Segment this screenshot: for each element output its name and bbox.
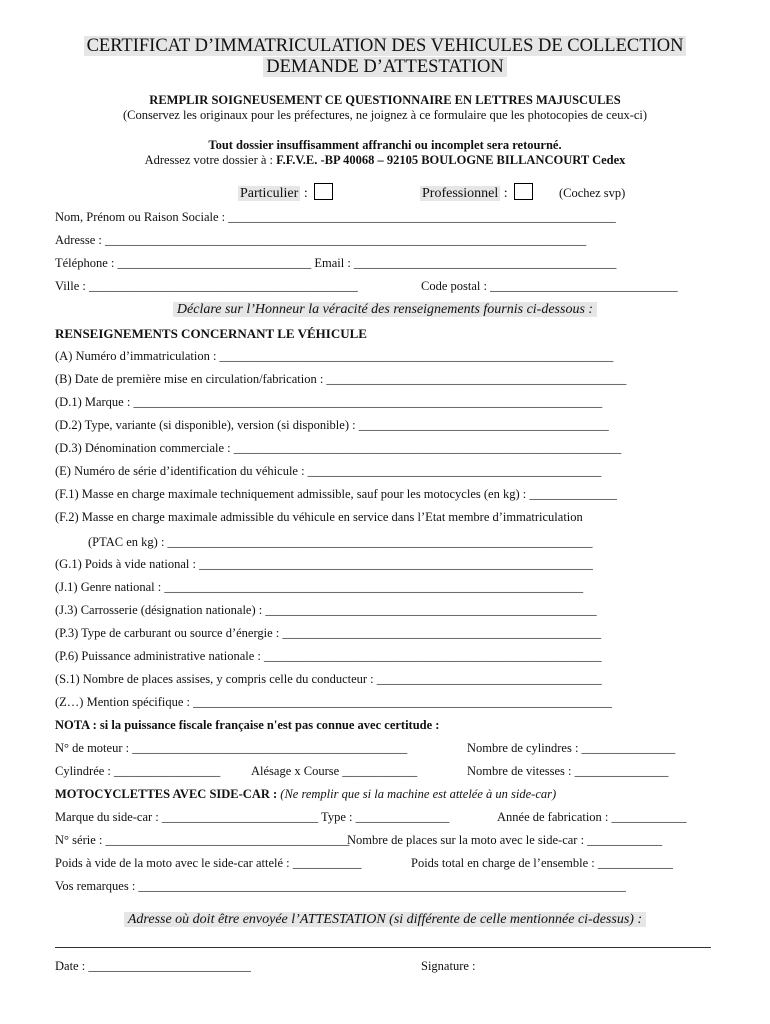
sidecar-poids-total-field[interactable]: Poids total en charge de l’ensemble : ____________ bbox=[411, 856, 673, 870]
professionnel-checkbox[interactable] bbox=[514, 183, 533, 200]
nombre-vitesses-field[interactable]: Nombre de vitesses : _______________ bbox=[467, 764, 669, 778]
attestation-address-line[interactable] bbox=[55, 947, 711, 948]
field-d3-denomination[interactable]: (D.3) Dénomination commerciale : ______________________________________________________________ bbox=[55, 441, 622, 455]
date-field[interactable]: Date : __________________________ bbox=[55, 959, 251, 973]
field-a-immatriculation[interactable]: (A) Numéro d’immatriculation : _______________________________________________________________ bbox=[55, 349, 614, 363]
field-e-numero-serie[interactable]: (E) Numéro de série d’identification du véhicule : _______________________________________________ bbox=[55, 464, 602, 478]
mailing-address bbox=[0, 153, 770, 168]
professionnel-option: Professionnel : bbox=[420, 183, 533, 202]
cylindree-field[interactable]: Cylindrée : _________________ bbox=[55, 764, 221, 778]
signature-field[interactable]: Signature : bbox=[421, 959, 476, 973]
sidecar-serie-field[interactable]: N° série : _______________________________________ bbox=[55, 833, 350, 847]
adresse-field[interactable]: Adresse : _____________________________________________________________________________ bbox=[55, 233, 587, 247]
ville-field[interactable]: Ville : ___________________________________________ bbox=[55, 279, 358, 293]
numero-moteur-field[interactable]: N° de moteur : ____________________________________________ bbox=[55, 741, 408, 755]
mailing-address-prefix: Adressez votre dossier à : bbox=[144, 153, 274, 167]
particulier-checkbox[interactable] bbox=[314, 183, 333, 200]
checkbox-hint: (Cochez svp) bbox=[559, 186, 626, 200]
form-title-line1: CERTIFICAT D’IMMATRICULATION DES VEHICULES DE COLLECTION bbox=[0, 36, 770, 57]
form-title-line2: DEMANDE D’ATTESTATION bbox=[0, 57, 770, 78]
field-s1-places[interactable]: (S.1) Nombre de places assises, y compris celle du conducteur : ____________________________________ bbox=[55, 672, 602, 686]
field-f2-ptac[interactable]: (PTAC en kg) : ____________________________________________________________________ bbox=[88, 535, 593, 549]
alesage-course-field[interactable]: Alésage x Course ____________ bbox=[251, 764, 418, 778]
professionnel-label: Professionnel bbox=[422, 186, 499, 201]
declaration-banner: Déclare sur l’Honneur la véracité des renseignements fournis ci-dessous : bbox=[0, 302, 770, 318]
field-f2-masse-label: (F.2) Masse en charge maximale admissible du véhicule en service dans l’Etat membre d’immatriculation bbox=[55, 510, 583, 524]
field-z-mention[interactable]: (Z…) Mention spécifique : ___________________________________________________________________ bbox=[55, 695, 612, 709]
field-b-date-circulation[interactable]: (B) Date de première mise en circulation/fabrication : ________________________________________________ bbox=[55, 372, 627, 386]
sidecar-heading: MOTOCYCLETTES AVEC SIDE-CAR : (Ne remplir que si la machine est attelée à un side-car) bbox=[55, 787, 557, 801]
field-f1-masse[interactable]: (F.1) Masse en charge maximale techniquement admissible, sauf pour les motocycles (en kg) : ______________ bbox=[55, 487, 617, 501]
sidecar-places-field[interactable]: Nombre de places sur la moto avec le side-car : ____________ bbox=[347, 833, 663, 847]
particulier-option: Particulier : bbox=[238, 183, 333, 202]
field-d1-marque[interactable]: (D.1) Marque : ___________________________________________________________________________ bbox=[55, 395, 603, 409]
instruction-note: (Conservez les originaux pour les préfectures, ne joignez à ce formulaire que les photocopies de ceux-ci) bbox=[122, 108, 648, 122]
code-postal-field[interactable]: Code postal : ______________________________ bbox=[421, 279, 678, 293]
warning-text: Tout dossier insuffisamment affranchi ou incomplet sera retourné. bbox=[208, 138, 562, 152]
field-j1-genre[interactable]: (J.1) Genre national : ___________________________________________________________________ bbox=[55, 580, 584, 594]
telephone-email-field[interactable]: Téléphone : _______________________________ Email : __________________________________________ bbox=[55, 256, 617, 270]
vehicle-section-heading: RENSEIGNEMENTS CONCERNANT LE VÉHICULE bbox=[55, 326, 367, 341]
nom-field[interactable]: Nom, Prénom ou Raison Sociale : ______________________________________________________________ bbox=[55, 210, 616, 224]
field-j3-carrosserie[interactable]: (J.3) Carrosserie (désignation nationale) : _____________________________________________________ bbox=[55, 603, 597, 617]
nota-heading: NOTA : si la puissance fiscale française n'est pas connue avec certitude : bbox=[55, 718, 440, 732]
remarques-field[interactable]: Vos remarques : ______________________________________________________________________________ bbox=[55, 879, 626, 893]
attestation-address-banner: Adresse où doit être envoyée l’ATTESTATION (si différente de celle mentionnée ci-dessus) : bbox=[0, 912, 770, 928]
field-p3-carburant[interactable]: (P.3) Type de carburant ou source d’énergie : ___________________________________________________ bbox=[55, 626, 602, 640]
sidecar-marque-type-field[interactable]: Marque du side-car : _________________________ Type : _______________ bbox=[55, 810, 450, 824]
field-p6-puissance[interactable]: (P.6) Puissance administrative nationale : ______________________________________________________ bbox=[55, 649, 602, 663]
particulier-label: Particulier bbox=[240, 186, 299, 201]
mailing-address-value: F.F.V.E. -BP 40068 – 92105 BOULOGNE BILLANCOURT Cedex bbox=[276, 153, 626, 167]
sidecar-heading-note: (Ne remplir que si la machine est attelée à un side-car) bbox=[280, 787, 557, 801]
sidecar-poids-vide-field[interactable]: Poids à vide de la moto avec le side-car attelé : ___________ bbox=[55, 856, 362, 870]
instruction-heading: REMPLIR SOIGNEUSEMENT CE QUESTIONNAIRE EN LETTRES MAJUSCULES bbox=[149, 93, 621, 107]
field-d2-type[interactable]: (D.2) Type, variante (si disponible), version (si disponible) : ________________________________________ bbox=[55, 418, 609, 432]
field-g1-poids-vide[interactable]: (G.1) Poids à vide national : _______________________________________________________________ bbox=[55, 557, 593, 571]
sidecar-annee-field[interactable]: Année de fabrication : ____________ bbox=[497, 810, 687, 824]
nombre-cylindres-field[interactable]: Nombre de cylindres : _______________ bbox=[467, 741, 676, 755]
